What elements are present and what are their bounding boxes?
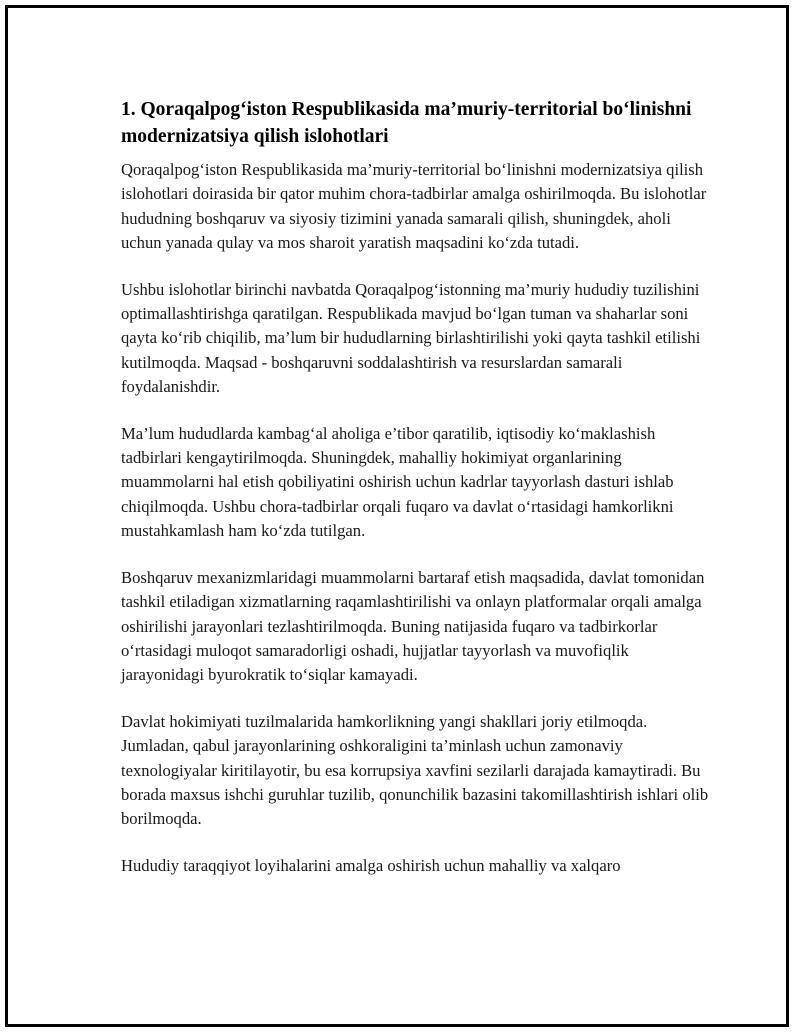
paragraph-4: Boshqaruv mexanizmlaridagi muammolarni bartaraf etish maqsadida, davlat tomonidan tashkil etiladigan xizmatlarning raqamlashtirilishi va onlayn platformalar orqali amalga oshirilishi jarayonlari tezlashtirilmoqda. Buning natijasida fuqaro va tadbirkorlar o‘rtasidagi muloqot samaradorligi oshadi, hujjatlar tayyorlash va muvofiqlik jarayonidagi byurokratik to‘siqlar kamayadi. bbox=[121, 567, 705, 685]
paragraph-3: Ma’lum hududlarda kambag‘al aholiga e’tibor qaratilib, iqtisodiy ko‘maklashish tadbirlari kengaytirilmoqda. Shuningdek, mahalliy hokimiyat organlarining muammolarni hal etish qobiliyatini oshirish uchun kadrlar tayyorlash dasturi ishlab chiqilmoqda. Ushbu chora-tadbirlar orqali fuqaro va davlat o‘rtasidagi hamkorlikni mustahkamlash ham ko‘zda tutilgan. bbox=[121, 423, 674, 541]
section-heading: 1. Qoraqalpog‘iston Respublikasida ma’muriy-territorial bo‘linishni modernizatsiya qilish islohotlari bbox=[121, 99, 692, 147]
paragraph-1: Qoraqalpog‘iston Respublikasida ma’muriy-territorial bo‘linishni modernizatsiya qilish islohotlari doirasida bir qator muhim chora-tadbirlar amalga oshirilmoqda. Bu islohotlar hududning boshqaruv va siyosiy tizimini yanada samarali qilish, shuningdek, aholi uchun yanada qulay va mos sharoit yaratish maqsadini ko‘zda tutadi. bbox=[121, 160, 707, 253]
page-frame bbox=[5, 5, 789, 1027]
paragraph-2: Ushbu islohotlar birinchi navbatda Qoraqalpog‘istonning ma’muriy hududiy tuzilishini optimallashtirishga qaratilgan. Respublikada mavjud bo‘lgan tuman va shaharlar soni qayta ko‘rib chiqilib, ma’lum bir hududlarning birlashtirilishi yoki qayta tashkil etilishi kutilmoqda. Maqsad - boshqaruvni soddalashtirish va resurslardan samarali foydalanishdir. bbox=[121, 279, 701, 397]
paragraph-5: Davlat hokimiyati tuzilmalarida hamkorlikning yangi shakllari joriy etilmoqda. Jumladan, qabul jarayonlarining oshkoraligini ta’minlash uchun zamonaviy texnologiyalar kiritilayotir, bu esa korrupsiya xavfini sezilarli darajada kamaytiradi. Bu borada maxsus ishchi guruhlar tuzilib, qonunchilik bazasini takomillashtirish ishlari olib borilmoqda. bbox=[121, 711, 709, 829]
document-body bbox=[121, 96, 711, 900]
paragraph-6: Hududiy taraqqiyot loyihalarini amalga oshirish uchun mahalliy va xalqaro bbox=[121, 855, 621, 875]
